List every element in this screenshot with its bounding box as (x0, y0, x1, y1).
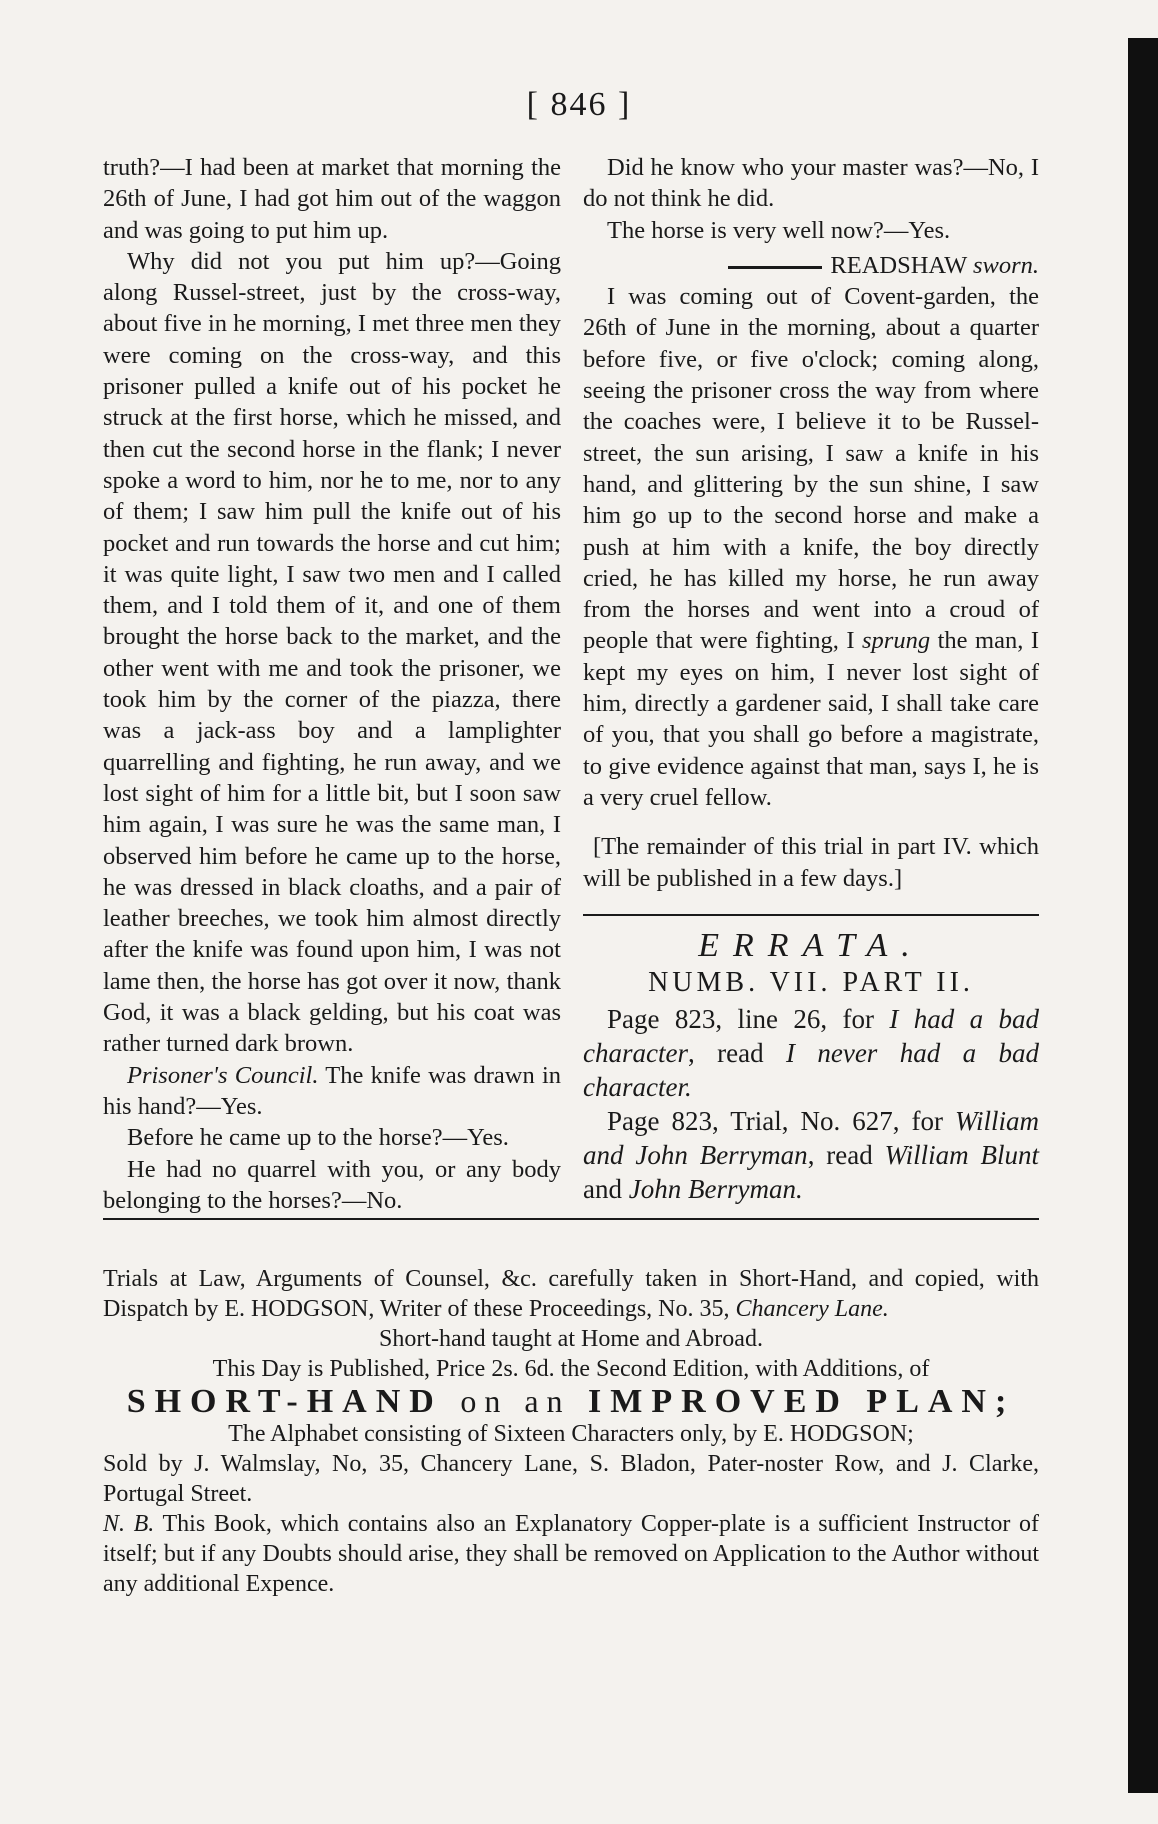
ad-book-title: SHORT-HAND on an IMPROVED PLAN; (126, 1383, 1016, 1420)
witness-heading (583, 250, 1039, 281)
errata-section (583, 926, 1039, 1207)
witness-rule (728, 266, 822, 269)
ad-trials-line: Trials at Law, Arguments of Counsel, &c. carefully taken in Short-Hand, and copied, with Dispatch by E. HODGSON, Writer of these Proceedings, No. 35, Chancery Lane. (103, 1266, 1039, 1322)
ad-nota-bene: N. B. This Book, which contains also an Explanatory Copper-plate is a sufficient Instructor of itself; but if any Doubts should arise, they shall be removed on Application to the Author without any additional Expence. (103, 1511, 1039, 1597)
nb-label: N. B. (103, 1511, 155, 1537)
ad-sold-by: Sold by J. Walmslay, No, 35, Chancery Lane, S. Bladon, Pater-noster Row, and J. Clarke, Portugal Street. (103, 1451, 1039, 1507)
errata-title: ERRATA. (698, 926, 924, 964)
errata-entry: Page 823, line 26, for I had a bad character, read I never had a bad character. (583, 1004, 1039, 1103)
section-divider (103, 1218, 1039, 1220)
right-paragraph: Did he know who your master was?—No, I do not think he did. (583, 154, 1039, 213)
council-question: The knife was drawn in his hand?—Yes. (103, 1061, 561, 1120)
right-column (583, 152, 1039, 1206)
prisoners-council-label: Prisoner's Council. (127, 1061, 319, 1089)
witness-name: READSHAW (830, 251, 967, 279)
left-paragraph (103, 1060, 561, 1123)
left-paragraph: Before he came up to the horse?—Yes. (127, 1124, 509, 1152)
ad-published-line: This Day is Published, Price 2s. 6d. the Second Edition, with Additions, of (212, 1356, 930, 1382)
witness-sworn: sworn. (972, 251, 1039, 279)
left-paragraph: Why did not you put him up?—Going along Russel-street, just by the cross-way, about five in he morning, I met three men they were coming on the cross-way, and this prisoner pulled a knife out of his pocket he struck at the first horse, which he missed, and then cut the second horse in the flank; I never spoke a word to him, nor he to me, nor to any of them; I saw him pull the knife out of his pocket and run towards the horse and cut him; it was quite light, I saw two men and I called them, and I told them of it, and one of them brought the horse back to the market, and the other went with me and took the prisoner, we took him by the corner of the piazza, there was a jack-ass boy and a lamplighter quarrelling and fighting, he run away, and we lost sight of him for a little bit, but I soon saw him again, I was sure he was the same man, I observed him before he came up to the horse, he was dressed in black cloaths, and a pair of leather breeches, we took him almost directly after the knife was found upon him, I was not lame then, the horse has got over it now, thank God, it was a black gelding, but his coat was rather turned dark brown. (103, 247, 561, 1058)
testimony-paragraph: I was coming out of Covent-garden, the 26th of June in the morning, about a quarter before five, or five o'clock; coming along, seeing the prisoner cross the way from where the coaches were, I believe it to be Russel-street, the sun arising, I saw a knife in his hand, and glittering by the sun shine, I saw him go up to the second horse and make a push at him with a knife, the boy directly cried, he has killed my horse, he run away from the horses and went into a croud of people that were fighting, I sprung the man, I kept my eyes on him, I never lost sight of him, directly a gardener said, I shall take care of you, that you shall go before a magistrate, to give evidence against that man, says I, he is a very cruel fellow. (583, 283, 1039, 811)
ad-alphabet-line: The Alphabet consisting of Sixteen Characters only, by E. HODGSON; (228, 1421, 914, 1447)
page-number: [ 846 ] (526, 86, 632, 123)
left-paragraph: truth?—I had been at market that morning the 26th of June, I had got him out of the waggon and was going to put him up. (103, 154, 561, 244)
errata-entry: Page 823, Trial, No. 627, for William and John Berryman, read William Blunt and John Berryman. (583, 1106, 1039, 1205)
ad-shorthand-taught: Short-hand taught at Home and Abroad. (379, 1326, 763, 1352)
testimony-sprung: sprung (862, 627, 931, 655)
right-paragraph: The horse is very well now?—Yes. (607, 216, 951, 244)
left-paragraph: He had no quarrel with you, or any body belonging to the horses?—No. (103, 1155, 561, 1214)
left-column (103, 152, 561, 1216)
errata-divider (583, 914, 1039, 916)
errata-subtitle: NUMB. VII. PART II. (648, 967, 974, 999)
advertisement (103, 1264, 1039, 1599)
scan-edge-bar (1128, 38, 1158, 1793)
remainder-note: [The remainder of this trial in part IV. which will be published in a few days.] (583, 833, 1039, 892)
